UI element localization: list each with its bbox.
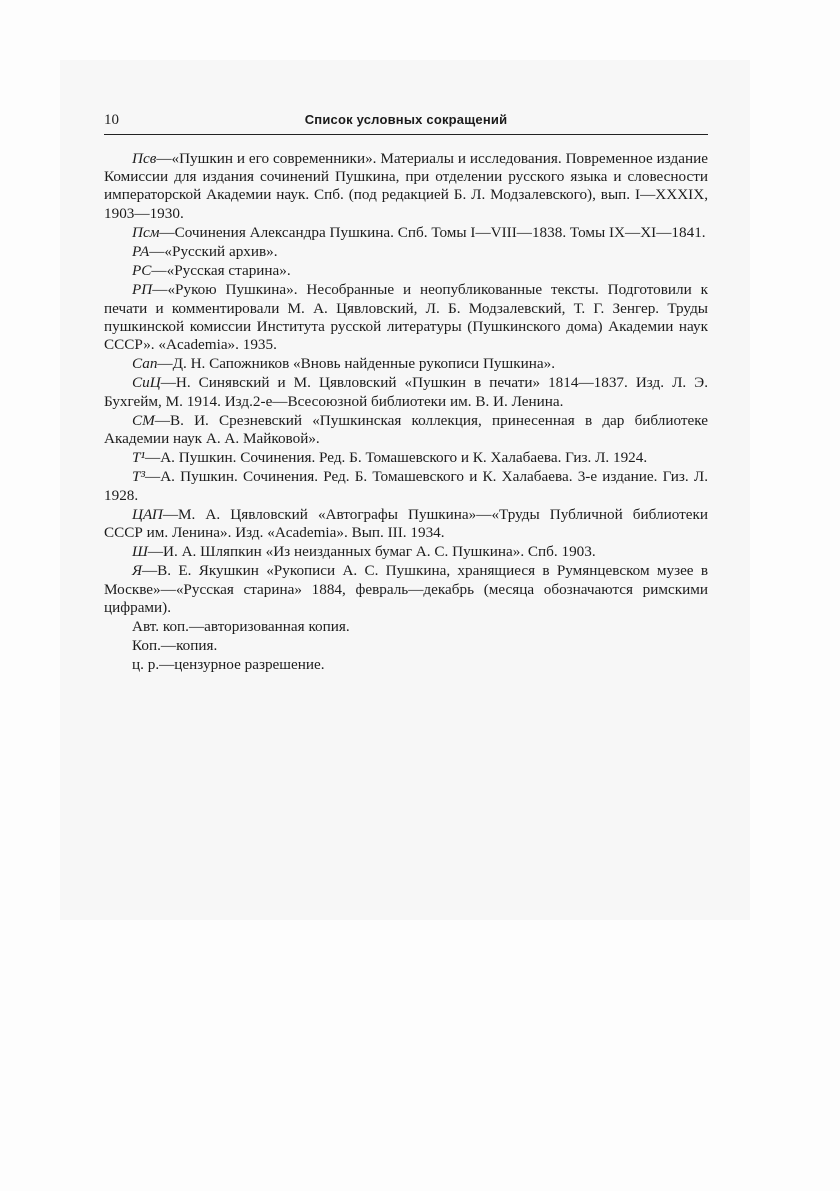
abbreviation-entry bbox=[104, 562, 708, 617]
abbreviation: ЦАП bbox=[132, 505, 163, 523]
abbreviation-entry bbox=[104, 543, 708, 561]
running-title: Список условных сокращений bbox=[304, 112, 508, 127]
abbreviation-entry bbox=[104, 618, 708, 636]
abbreviation: Ш bbox=[132, 543, 148, 561]
abbreviation-definition: —Сочинения Александра Пушкина. Спб. Томы I—VIII—1838. Томы IX—XI—1841. bbox=[159, 223, 706, 241]
abbreviation-definition: Авт. коп.—авторизованная копия. bbox=[132, 618, 350, 636]
abbreviation-entry bbox=[104, 281, 708, 354]
abbreviation-definition: ц. р.—цензурное разрешение. bbox=[132, 656, 325, 674]
abbreviation: Псв bbox=[132, 150, 157, 167]
abbreviation: РА bbox=[132, 243, 150, 261]
abbreviation-definition: —Д. Н. Сапожников «Вновь найденные рукописи Пушкина». bbox=[157, 355, 555, 373]
abbreviation: Сап bbox=[132, 355, 158, 373]
page-header bbox=[104, 108, 708, 134]
abbreviation-definition: —И. А. Шляпкин «Из неизданных бумаг А. С. Пушкина». Спб. 1903. bbox=[147, 543, 596, 561]
abbreviation-definition: —М. А. Цявловский «Автографы Пушкина»—«Труды Публичной библиотеки СССР им. Ленина». Изд. «Academia». Вып. III. 1934. bbox=[104, 505, 708, 542]
abbreviation-definition: —В. Е. Якушкин «Рукописи А. С. Пушкина, хранящиеся в Румянцевском музее в Москве»—«Русская старина» 1884, февраль—декабрь (месяца обозначаются римскими цифрами). bbox=[104, 562, 708, 616]
abbreviation-list bbox=[104, 150, 708, 676]
abbreviation: Псм bbox=[132, 223, 160, 241]
abbreviation: РП bbox=[132, 281, 153, 299]
abbreviation-entry bbox=[104, 412, 708, 448]
abbreviation: СМ bbox=[132, 411, 155, 429]
abbreviation-definition: —«Русский архив». bbox=[149, 243, 278, 261]
abbreviation-definition: —А. Пушкин. Сочинения. Ред. Б. Томашевского и К. Халабаева. 3-е издание. Гиз. Л. 1928. bbox=[104, 468, 708, 504]
abbreviation-entry bbox=[104, 374, 708, 410]
abbreviation-entry bbox=[104, 150, 708, 223]
header-rule bbox=[104, 134, 708, 135]
abbreviation-definition: Коп.—копия. bbox=[132, 637, 218, 655]
abbreviation-definition: —«Пушкин и его современники». Материалы и исследования. Повременное издание Комиссии для издания сочинений Пушкина, при отделении русского языка и словесности императорской Академии наук. Спб. (под редакцией Б. Л. Модзалевского), вып. I—XXXIX, 1903—1930. bbox=[104, 150, 708, 222]
abbreviation-entry bbox=[104, 637, 708, 655]
abbreviation-entry bbox=[104, 243, 708, 261]
abbreviation-definition: —А. Пушкин. Сочинения. Ред. Б. Томашевского и К. Халабаева. Гиз. Л. 1924. bbox=[145, 449, 648, 467]
abbreviation-definition: —Н. Синявский и М. Цявловский «Пушкин в печати» 1814—1837. Изд. Л. Э. Бухгейм, М. 1914. Изд.2-е—Всесоюзной библиотеки им. В. И. Ленина. bbox=[104, 374, 708, 410]
abbreviation-definition: —«Рукою Пушкина». Несобранные и неопубликованные тексты. Подготовили к печати и комментировали М. А. Цявловский, Л. Б. Модзалевский, Т. Г. Зенгер. Труды пушкинской комиссии Института русской литературы (Пушкинского дома) Академии наук СССР». «Academia». 1935. bbox=[104, 281, 708, 354]
abbreviation: Я bbox=[132, 562, 142, 580]
abbreviation-entry bbox=[104, 468, 708, 504]
abbreviation: Т¹ bbox=[132, 449, 145, 467]
abbreviation-definition: —«Русская старина». bbox=[151, 262, 291, 280]
abbreviation: Т³ bbox=[132, 468, 145, 486]
abbreviation-definition: —В. И. Срезневский «Пушкинская коллекция, принесенная в дар библиотеке Академии наук А. А. Майковой». bbox=[104, 411, 708, 448]
page-number: 10 bbox=[104, 112, 119, 128]
abbreviation-entry bbox=[104, 262, 708, 280]
abbreviation-entry bbox=[104, 506, 708, 542]
abbreviation: РС bbox=[132, 262, 152, 280]
abbreviation-entry bbox=[104, 449, 708, 467]
abbreviation-entry bbox=[104, 224, 708, 242]
abbreviation: СиЦ bbox=[132, 374, 161, 392]
abbreviation-entry bbox=[104, 355, 708, 373]
abbreviation-entry bbox=[104, 656, 708, 674]
